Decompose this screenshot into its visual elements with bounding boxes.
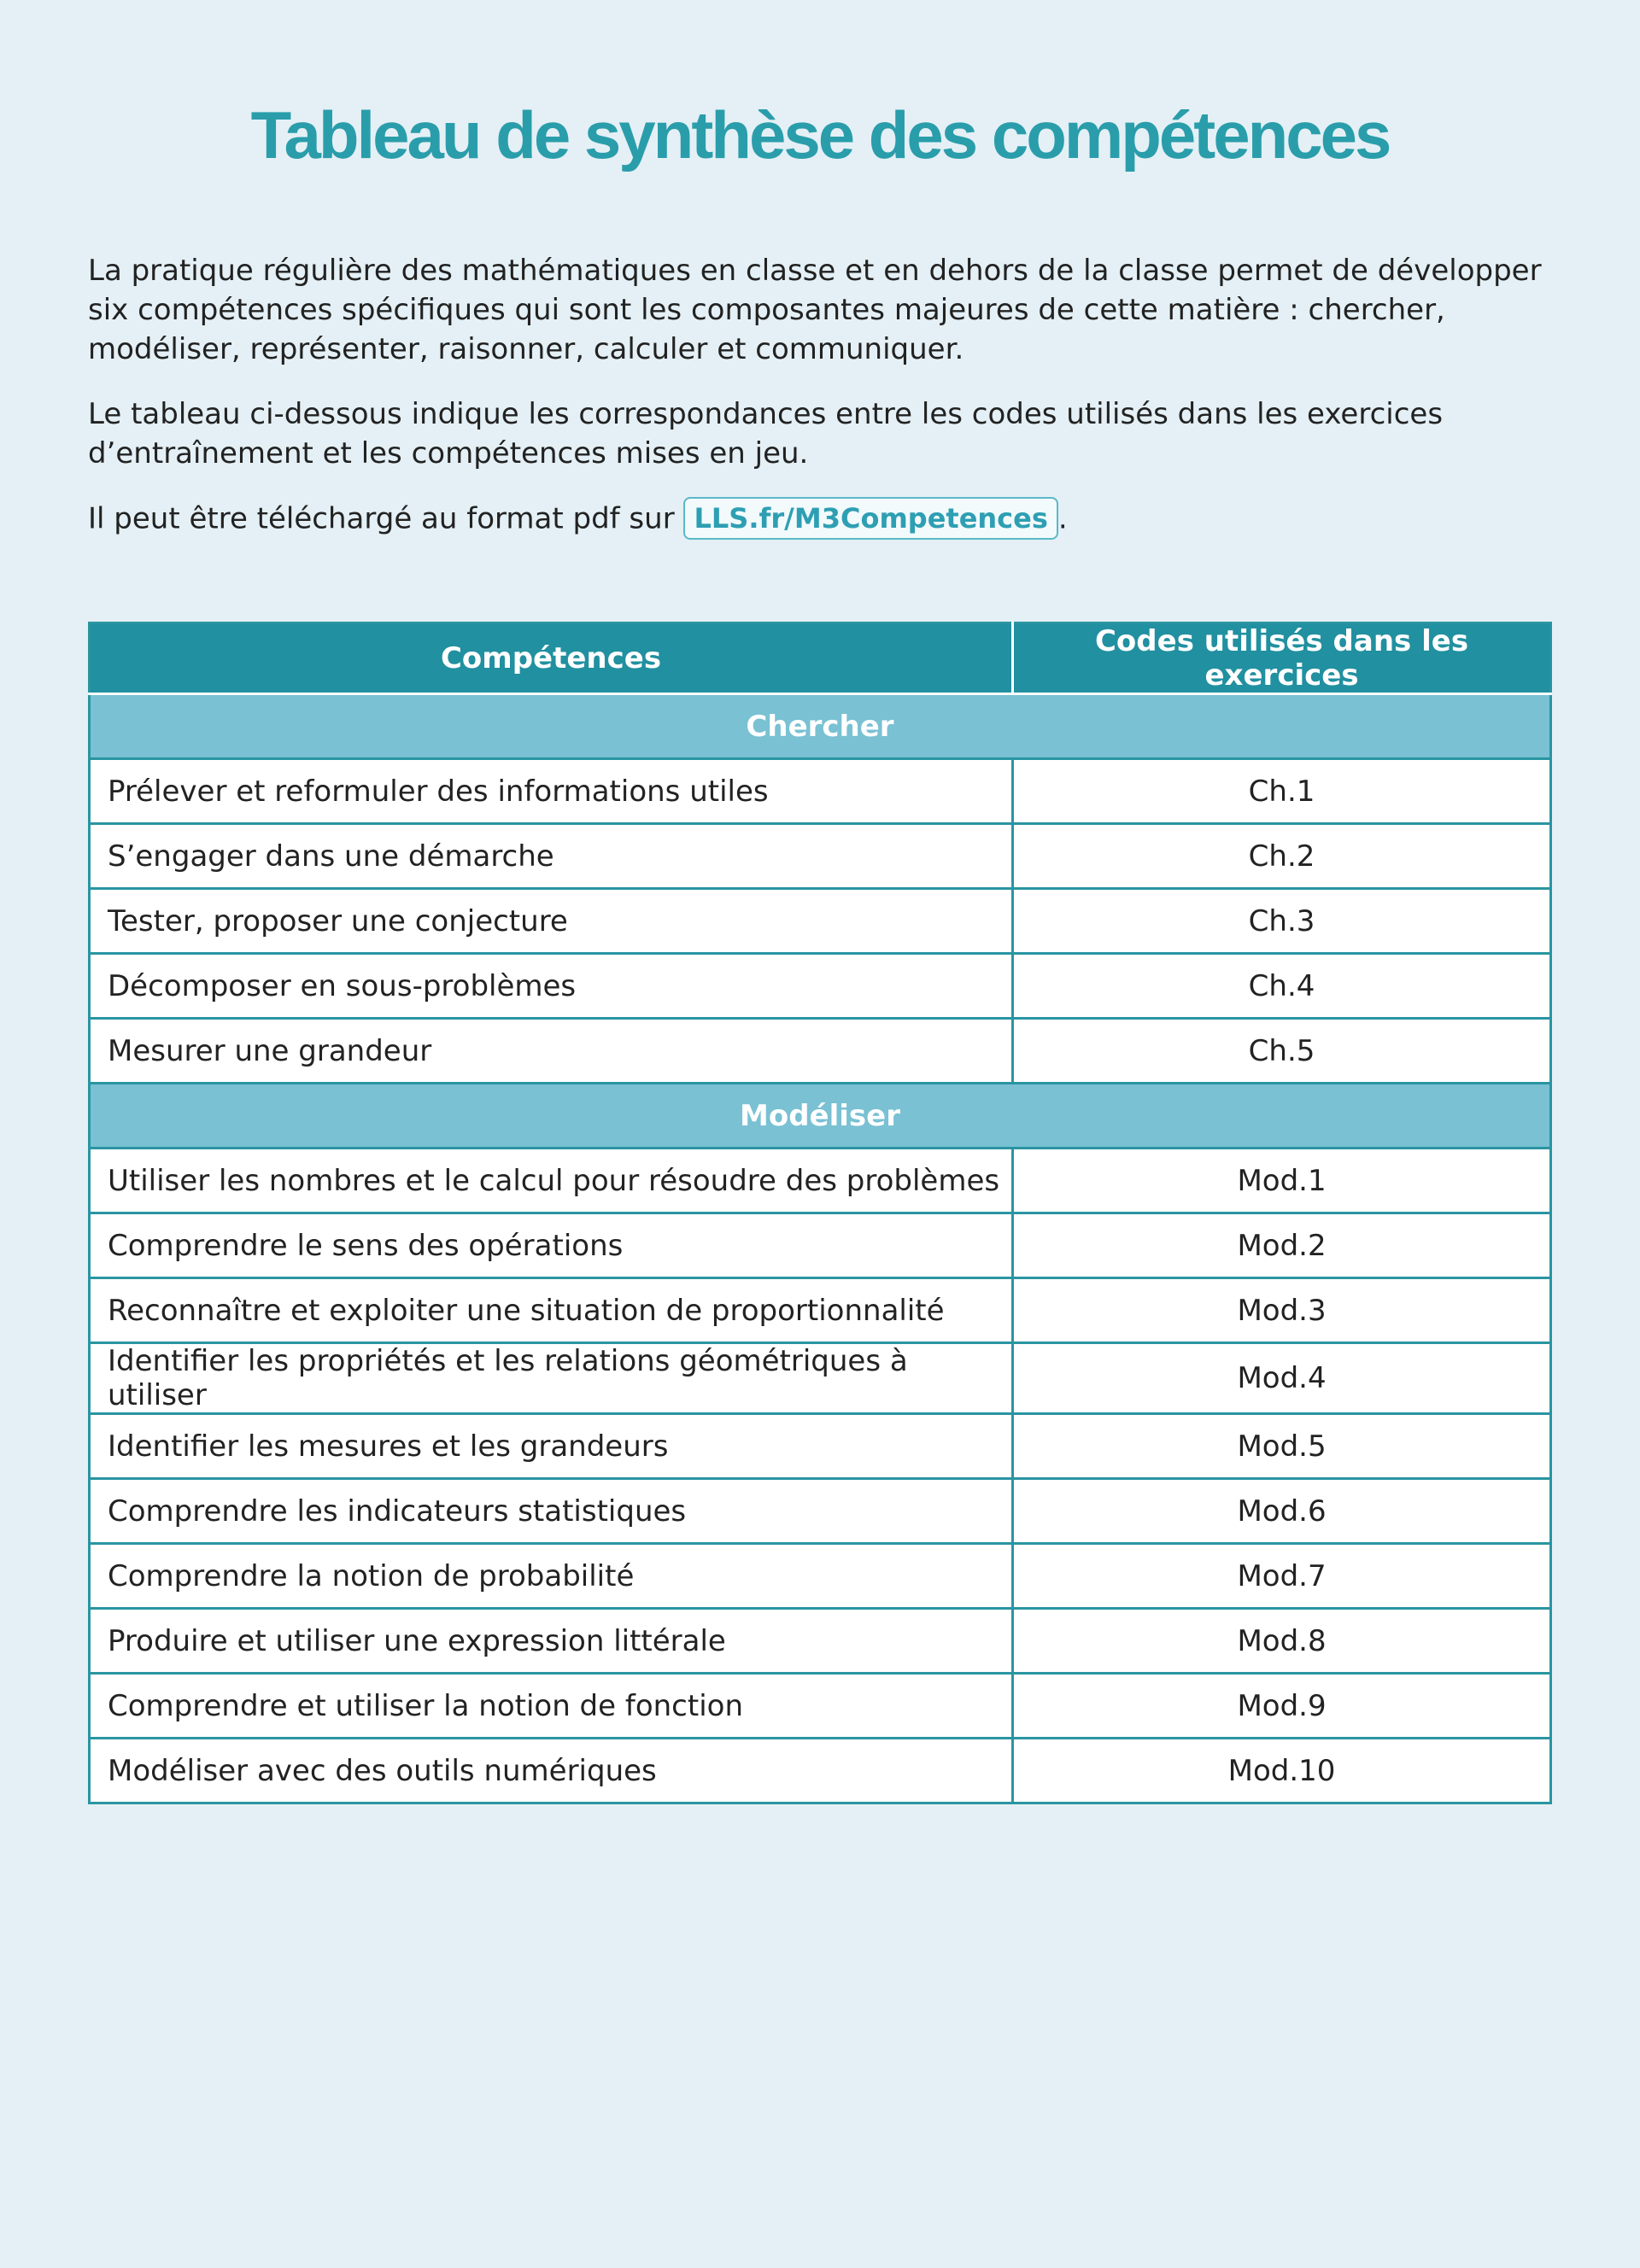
intro-paragraph-3: [88, 499, 1552, 541]
section-row-chercher: [90, 694, 1551, 759]
competence-label: Identifier les propriétés et les relations géométriques à utiliser: [90, 1343, 1013, 1414]
table-body: [90, 694, 1551, 1803]
competence-code: Mod.5: [1013, 1414, 1551, 1479]
competence-code: Mod.9: [1013, 1674, 1551, 1739]
competence-label: Comprendre les indicateurs statistiques: [90, 1479, 1013, 1544]
competence-code: Mod.3: [1013, 1278, 1551, 1343]
table-row: [90, 1544, 1551, 1609]
table-row: [90, 1019, 1551, 1084]
competence-label: Décomposer en sous-problèmes: [90, 954, 1013, 1019]
table-row: [90, 1278, 1551, 1343]
competence-code: Ch.1: [1013, 759, 1551, 824]
table-row: [90, 889, 1551, 954]
download-text: Il peut être téléchargé au format pdf sur: [88, 501, 684, 536]
competence-label: S’engager dans une démarche: [90, 824, 1013, 889]
competence-label: Comprendre la notion de probabilité: [90, 1544, 1013, 1609]
competence-code: Ch.3: [1013, 889, 1551, 954]
table-row: [90, 1739, 1551, 1803]
table-row: [90, 1479, 1551, 1544]
table-row: [90, 1343, 1551, 1414]
intro-paragraph-2: Le tableau ci-dessous indique les correspondances entre les codes utilisés dans les exercices d’entraînement et les compétences mises en jeu.: [88, 397, 1444, 471]
competence-label: Utiliser les nombres et le calcul pour résoudre des problèmes: [90, 1149, 1013, 1213]
intro-paragraph-1: La pratique régulière des mathématiques en classe et en dehors de la classe permet de développer six compétences spécifiques qui sont les composantes majeures de cette matière : chercher, modéliser, représenter, raisonner, calculer et communiquer.: [88, 254, 1542, 366]
competence-code: Mod.6: [1013, 1479, 1551, 1544]
intro-text: [88, 251, 1552, 541]
competence-label: Prélever et reformuler des informations utiles: [90, 759, 1013, 824]
competence-label: Modéliser avec des outils numériques: [90, 1739, 1013, 1803]
competence-code: Mod.10: [1013, 1739, 1551, 1803]
download-link[interactable]: LLS.fr/M3Competences: [683, 497, 1057, 540]
section-title: Chercher: [90, 694, 1551, 759]
competence-label: Produire et utiliser une expression littérale: [90, 1609, 1013, 1674]
competences-table: [88, 622, 1552, 1804]
competence-code: Ch.5: [1013, 1019, 1551, 1084]
column-header-codes: Codes utilisés dans les exercices: [1013, 623, 1551, 694]
competence-code: Mod.4: [1013, 1343, 1551, 1414]
table-header-row: [90, 623, 1551, 694]
competence-label: Mesurer une grandeur: [90, 1019, 1013, 1084]
competence-code: Mod.7: [1013, 1544, 1551, 1609]
section-row-modéliser: [90, 1084, 1551, 1149]
competence-label: Comprendre le sens des opérations: [90, 1213, 1013, 1278]
section-title: Modéliser: [90, 1084, 1551, 1149]
competence-label: Comprendre et utiliser la notion de fonction: [90, 1674, 1013, 1739]
table-row: [90, 1674, 1551, 1739]
competence-code: Mod.8: [1013, 1609, 1551, 1674]
table-row: [90, 1414, 1551, 1479]
competence-code: Mod.1: [1013, 1149, 1551, 1213]
column-header-competences: Compétences: [90, 623, 1013, 694]
table-row: [90, 954, 1551, 1019]
competence-label: Tester, proposer une conjecture: [90, 889, 1013, 954]
table-row: [90, 759, 1551, 824]
competence-label: Identifier les mesures et les grandeurs: [90, 1414, 1013, 1479]
page-title: Tableau de synthèse des compétences: [250, 97, 1390, 172]
competence-label: Reconnaître et exploiter une situation de proportionnalité: [90, 1278, 1013, 1343]
table-row: [90, 824, 1551, 889]
table-row: [90, 1149, 1551, 1213]
download-suffix: .: [1057, 501, 1068, 536]
competence-code: Ch.4: [1013, 954, 1551, 1019]
table-row: [90, 1609, 1551, 1674]
page: [88, 0, 1552, 1788]
table-row: [90, 1213, 1551, 1278]
competence-code: Ch.2: [1013, 824, 1551, 889]
competence-code: Mod.2: [1013, 1213, 1551, 1278]
